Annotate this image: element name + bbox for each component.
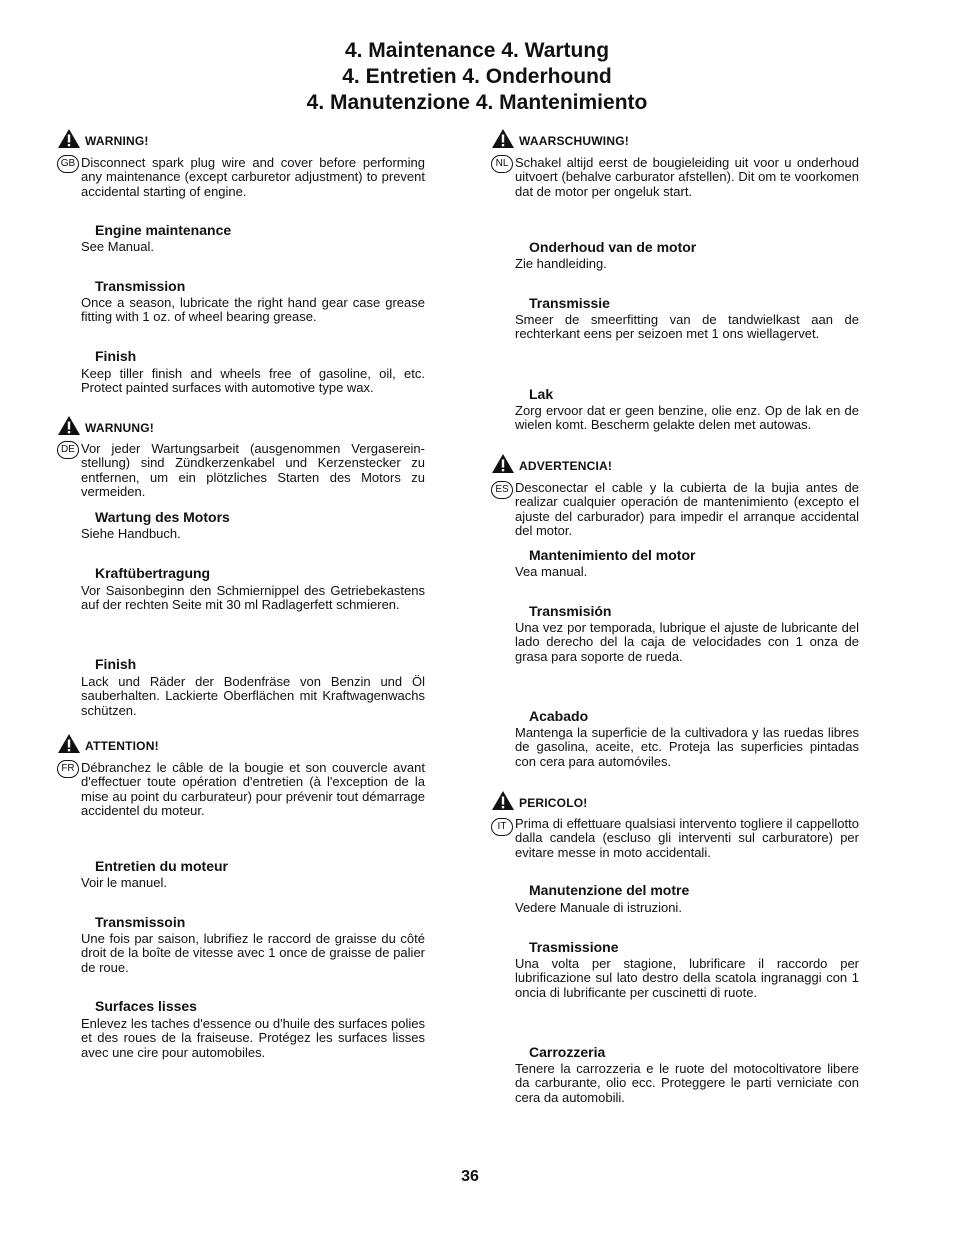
section-heading: Wartung des Motors: [95, 509, 230, 525]
section-text: Zorg ervoor dat er geen benzine, olie enz. Op de lak en de wielen komt. Bescherm gelakte delen met autowas.: [515, 403, 859, 433]
section-heading: Acabado: [529, 708, 589, 724]
section-text: Mantenga la superficie de la cultivadora y las ruedas libres de gasolina, aceite, etc. Proteja las superficies pintadas con cera para automóviles.: [515, 725, 859, 769]
section-heading: Carrozzeria: [529, 1044, 606, 1060]
warning-text-gb: Disconnect spark plug wire and cover before performing any maintenance (except carburetor adjustment) to prevent accidental starting of engine.: [81, 155, 425, 199]
section-heading: Manutenzione del motre: [529, 882, 690, 898]
language-badge-fr: FR: [57, 760, 79, 778]
section-text: Zie handleiding.: [515, 256, 607, 271]
section-text: Voir le manuel.: [81, 875, 167, 890]
section-text: Vea manual.: [515, 564, 588, 579]
section-heading: Kraftübertragung: [95, 565, 211, 581]
warning-label: ADVERTENCIA!: [519, 459, 613, 473]
section-text: Une fois par saison, lubrifiez le raccord de graisse du côté droit de la boîte de vitesse avec 1 once de graisse de palier de roue.: [81, 931, 425, 975]
section-heading: Onderhoud van de motor: [529, 239, 697, 255]
section-heading: Engine maintenance: [95, 222, 232, 238]
section-heading: Finish: [95, 656, 137, 672]
right-column: [491, 0, 859, 1235]
section-text: Enlevez les taches d'essence ou d'huile des surfaces polies et des roues de la fraiseuse. Protégez les surfaces lisses avec une cire pour automobiles.: [81, 1016, 425, 1060]
section-text: Vedere Manuale di istruzioni.: [515, 900, 682, 915]
section-heading: Lak: [529, 386, 554, 402]
page-number: 36: [461, 1168, 479, 1185]
warning-text-de: Vor jeder Wartungsarbeit (ausgenommen Vergaserein-stellung) sind Zündkerzenkabel und Kerzenstecker zu entfernen, um ein plötzliches Starten des Motors zu vermeiden.: [81, 441, 425, 500]
warning-header-nl: [491, 127, 629, 149]
warning-header-de: [57, 414, 154, 436]
section-text: Vor Saisonbeginn den Schmiernippel des Getriebekastens auf der rechten Seite mit 30 ml Radlagerfett schmieren.: [81, 583, 425, 613]
section-heading: Transmisión: [529, 603, 612, 619]
warning-triangle-icon: [491, 453, 515, 474]
warning-triangle-icon: [491, 128, 515, 149]
warning-header-fr: [57, 732, 159, 754]
warning-triangle-icon: [57, 733, 81, 754]
warning-text-es: Desconectar el cable y la cubierta de la bujia antes de realizar cualquier operación de mantenimiento (excepto el ajuste del carburador) para impedir el arranque accidental del motor.: [515, 480, 859, 539]
section-text: Keep tiller finish and wheels free of gasoline, oil, etc. Protect painted surfaces with automotive type wax.: [81, 366, 425, 396]
language-badge-it: IT: [491, 818, 513, 836]
section-text: Siehe Handbuch.: [81, 526, 181, 541]
warning-triangle-icon: [57, 128, 81, 149]
language-badge-es: ES: [491, 481, 513, 499]
warning-triangle-icon: [57, 415, 81, 436]
section-text: Tenere la carrozzeria e le ruote del motocoltivatore libere da carburante, olio ecc. Proteggere le parti verniciate con cera da automobili.: [515, 1061, 859, 1105]
page-title-line-3: 4. Manutenzione 4. Mantenimiento: [306, 91, 648, 114]
section-heading: Trasmissione: [529, 939, 619, 955]
warning-label: WARNUNG!: [85, 421, 154, 435]
language-badge-nl: NL: [491, 155, 513, 173]
section-heading: Transmissie: [529, 295, 610, 311]
section-heading: Mantenimiento del motor: [529, 547, 696, 563]
warning-label: WARNING!: [85, 134, 149, 148]
section-heading: Transmissoin: [95, 914, 186, 930]
language-badge-gb: GB: [57, 155, 79, 173]
language-badge-de: DE: [57, 441, 79, 459]
section-text: Once a season, lubricate the right hand gear case grease fitting with 1 oz. of wheel bearing grease.: [81, 295, 425, 325]
warning-label: PERICOLO!: [519, 796, 588, 810]
left-column: [57, 0, 425, 1235]
warning-header-gb: [57, 127, 149, 149]
section-heading: Finish: [95, 348, 137, 364]
warning-label: ATTENTION!: [85, 739, 159, 753]
warning-header-it: [491, 789, 587, 811]
section-heading: Entretien du moteur: [95, 858, 229, 874]
section-text: Smeer de smeerfitting van de tandwielkast aan de rechterkant eens per seizoen met 1 ons wiellagervet.: [515, 312, 859, 342]
warning-text-fr: Débranchez le câble de la bougie et son couvercle avant d'effectuer toute opération d'entretien (à l'exception de la mise au point du carburateur) pour prévenir tout démarrage accidentel du moteur.: [81, 760, 425, 819]
section-text: Una vez por temporada, lubrique el ajuste de lubricante del lado derecho del la caja de velocidades con 1 onza de grasa para soporte de rueda.: [515, 620, 859, 664]
page-title-line-1: 4. Maintenance 4. Wartung: [344, 39, 610, 62]
section-heading: Surfaces lisses: [95, 998, 197, 1014]
warning-label: WAARSCHUWING!: [519, 134, 629, 148]
section-text: Lack und Räder der Bodenfräse von Benzin und Öl sauberhalten. Lackierte Oberflächen mit Kraftwagenwachs schützen.: [81, 674, 425, 718]
page-title-line-2: 4. Entretien 4. Onderhound: [342, 65, 612, 88]
warning-text-nl: Schakel altijd eerst de bougieleiding uit voor u onderhoud uitvoert (behalve carburator afstellen). Dit om te voorkomen dat de motor per ongeluk start.: [515, 155, 859, 199]
warning-header-es: [491, 452, 612, 474]
warning-text-it: Prima di effettuare qualsiasi intervento togliere il cappellotto dalla candela (escluso gli interventi sul carburatore) per evitare messe in moto accidentali.: [515, 816, 859, 860]
section-text: Una volta per stagione, lubrificare il raccordo per lubrificazione sul lato destro della scatola ingranaggi con 1 oncia di lubrificante per cuscinetti di ruote.: [515, 956, 859, 1000]
section-heading: Transmission: [95, 278, 186, 294]
warning-triangle-icon: [491, 790, 515, 811]
section-text: See Manual.: [81, 239, 154, 254]
